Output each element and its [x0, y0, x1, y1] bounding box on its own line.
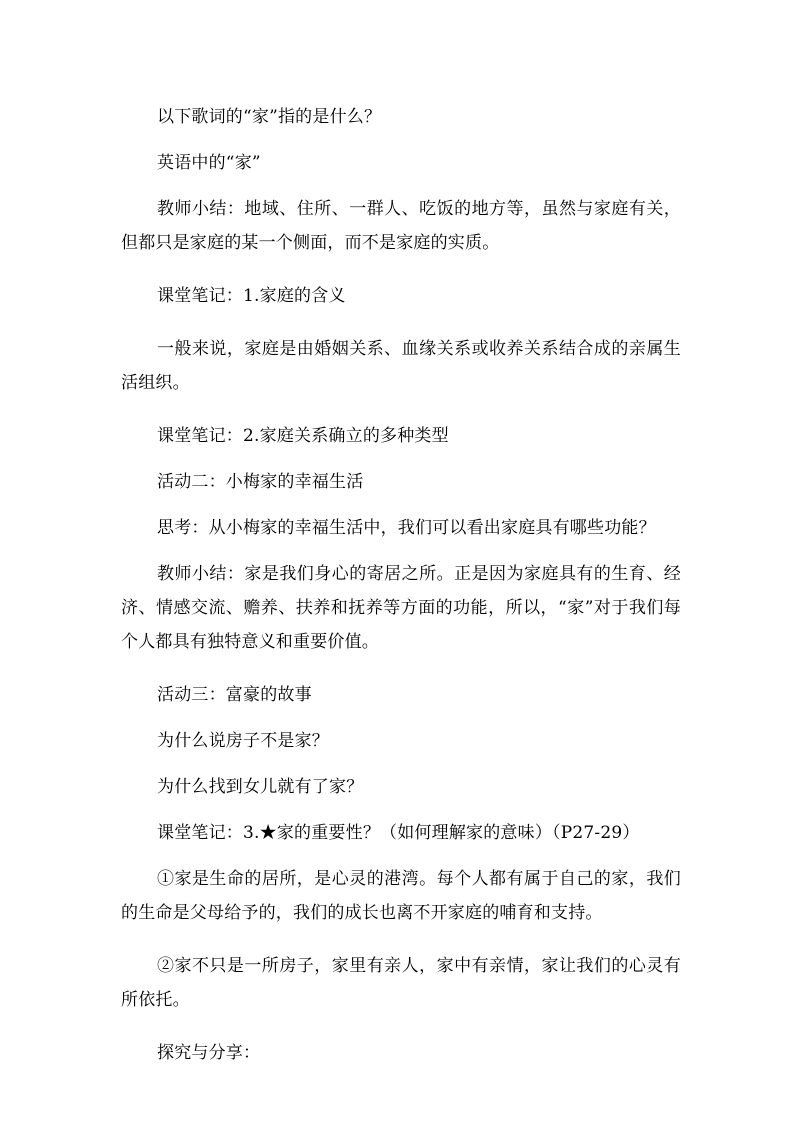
paragraph-point-1: ①家是生命的居所，是心灵的港湾。每个人都有属于自己的家，我们的生命是父母给予的，我们的成长也离不开家庭的哺育和支持。	[121, 869, 681, 923]
paragraph-think: 思考：从小梅家的幸福生活中，我们可以看出家庭具有哪些功能？	[157, 518, 656, 538]
paragraph-lyrics-question: 以下歌词的“家”指的是什么？	[157, 107, 382, 127]
paragraph-question-house: 为什么说房子不是家？	[157, 731, 329, 751]
paragraph-notes-2: 课堂笔记：2.家庭关系确立的多种类型	[157, 426, 449, 446]
paragraph-english-home: 英语中的“家”	[157, 153, 261, 173]
paragraph-question-daughter: 为什么找到女儿就有了家？	[157, 777, 364, 797]
paragraph-activity-2: 活动二：小梅家的幸福生活	[157, 472, 364, 492]
document-body	[121, 100, 681, 1089]
paragraph-explore-share: 探究与分享：	[157, 1043, 261, 1063]
paragraph-teacher-summary-2: 教师小结：家是我们身心的寄居之所。正是因为家庭具有的生育、经济、情感交流、赡养、扶养和抚养等方面的功能，所以，“家”对于我们每个人都具有独特意义和重要价值。	[121, 564, 681, 652]
paragraph-activity-3: 活动三：富豪的故事	[157, 685, 312, 705]
paragraph-notes-3: 课堂笔记：3.★家的重要性？（如何理解家的意味）（P27-29）	[157, 823, 640, 843]
paragraph-family-definition: 一般来说，家庭是由婚姻关系、血缘关系或收养关系结合成的亲属生活组织。	[121, 339, 681, 393]
paragraph-point-2: ②家不只是一所房子，家里有亲人，家中有亲情，家让我们的心灵有所依托。	[121, 956, 681, 1010]
paragraph-notes-1: 课堂笔记：1.家庭的含义	[157, 286, 346, 306]
paragraph-teacher-summary-1: 教师小结：地域、住所、一群人、吃饭的地方等，虽然与家庭有关，但都只是家庭的某一个侧面，而不是家庭的实质。	[121, 199, 681, 253]
